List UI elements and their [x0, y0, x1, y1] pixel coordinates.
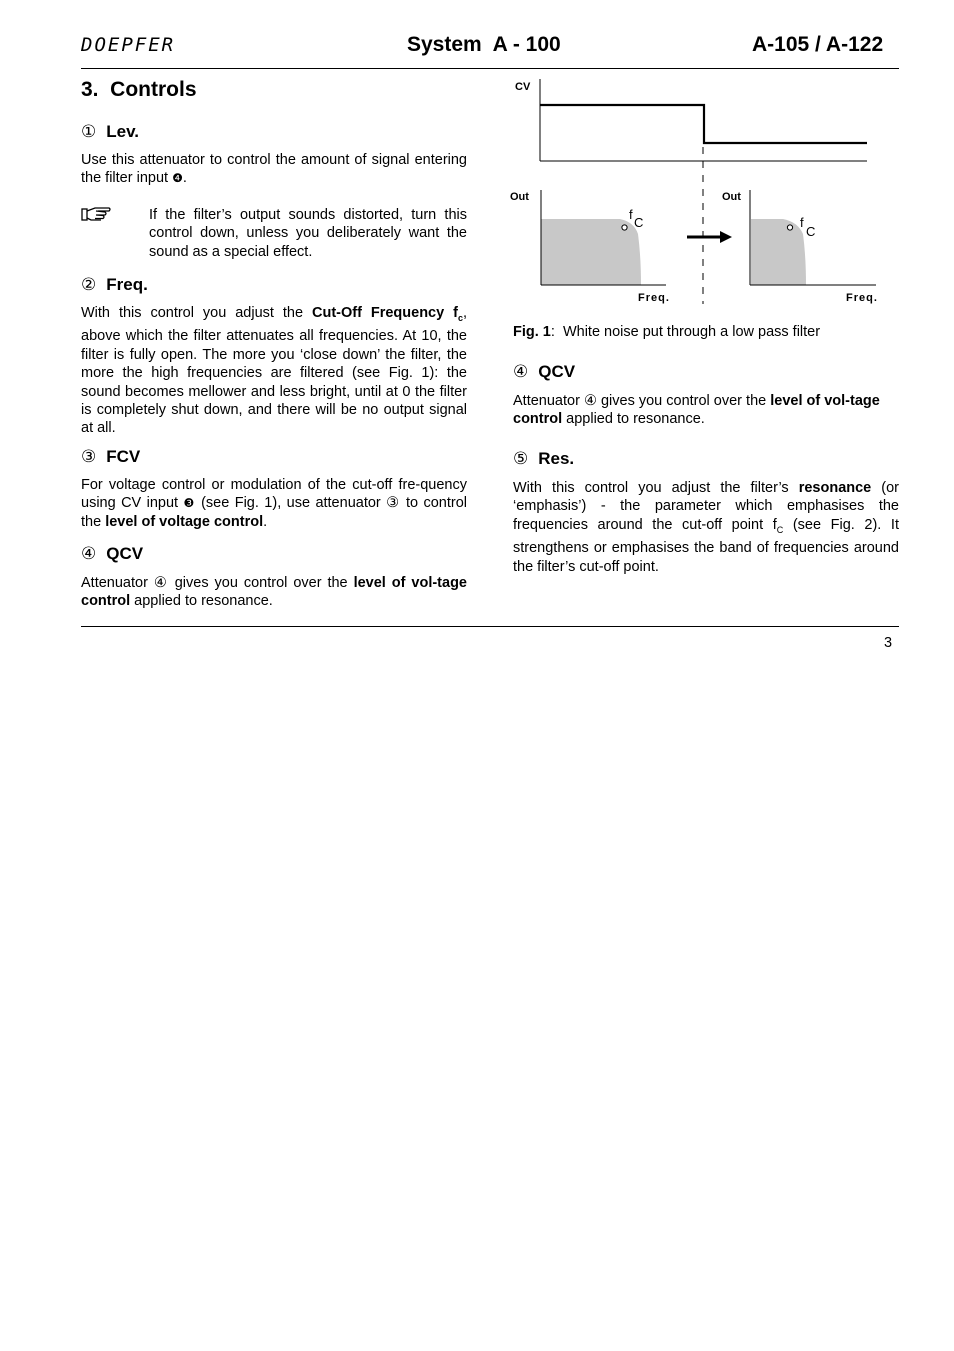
- figure-caption: [513, 324, 820, 340]
- input-ref-4: ❹: [172, 171, 183, 186]
- freq-number: ②: [81, 275, 97, 294]
- qcv-right-num-ref: ④: [583, 393, 597, 409]
- qcv-left-text-2: gives you control over the: [168, 575, 354, 591]
- doepfer-logo: DOEPFER: [81, 34, 176, 56]
- qcv-right-paragraph: [513, 392, 899, 429]
- qcv-left-paragraph: [81, 574, 467, 611]
- fcv-text: For voltage control or modulation of the cut-off fre-quency using CV input: [81, 477, 467, 512]
- lev-text: Use this attenuator to control the amount of signal entering the filter input: [81, 152, 467, 187]
- header-module-title: A-105 / A-122: [752, 33, 884, 56]
- res-number: ⑤: [513, 449, 529, 468]
- fc-label-1: f: [629, 207, 633, 222]
- cv-label: CV: [515, 81, 531, 93]
- fcv-num-ref: ③: [386, 495, 401, 512]
- qcv-left-num-ref: ④: [153, 575, 169, 591]
- lev-title: Lev.: [106, 122, 140, 141]
- figure-caption-label: Fig. 1: [513, 324, 551, 340]
- fcv-heading: [81, 447, 140, 467]
- qcv-right-title: QCV: [538, 362, 576, 381]
- qcv-right-text-2: gives you control over the: [596, 393, 771, 409]
- lev-text-end: .: [182, 170, 187, 187]
- fcv-bold: level of voltage control: [105, 513, 264, 530]
- freq-heading: [81, 275, 148, 295]
- qcv-right-text: Attenuator: [513, 393, 584, 409]
- figure-1-diagram: [500, 72, 900, 312]
- res-paragraph: [513, 479, 899, 576]
- fcv-paragraph: [81, 476, 467, 531]
- fc-label-2: f: [800, 215, 804, 230]
- fcv-text-4: .: [263, 513, 268, 530]
- fc-sub-1: C: [634, 215, 644, 230]
- footer-rule: [81, 626, 899, 627]
- res-text: With this control you adjust the filter’s: [513, 480, 799, 496]
- fcv-text-2: (see Fig. 1), use attenuator: [195, 495, 387, 512]
- pointing-hand-icon: [81, 205, 113, 230]
- page-number: 3: [884, 635, 893, 651]
- freq-sub: c: [457, 312, 463, 323]
- header-rule: [81, 68, 899, 69]
- freq-text-2: , above which the filter attenuates all frequencies. At 10, the filter is fully open. The more you ‘close down’ the filter, the more the high frequencies are filtered (see Fig. 1): the sound becomes mellower and less bright, until at 0 the filter is completely shut down, and there will be no output signal at all.: [81, 305, 467, 437]
- input-ref-3: ❸: [183, 496, 196, 511]
- lev-number: ①: [81, 122, 97, 141]
- out-label-1: Out: [510, 191, 529, 203]
- qcv-left-bold: level of vol-tage control: [81, 575, 467, 610]
- qcv-left-title: QCV: [106, 544, 144, 563]
- freq-title: Freq.: [106, 275, 148, 294]
- out-label-2: Out: [722, 191, 741, 203]
- cv-step-signal: [540, 105, 867, 143]
- fcv-text-3: to control the: [81, 495, 468, 530]
- figure-caption-text: : White noise put through a low pass filter: [550, 324, 821, 340]
- lev-heading: [81, 122, 139, 142]
- res-sub: C: [776, 524, 784, 535]
- res-heading: [513, 449, 574, 469]
- header-system-title: System A - 100: [407, 33, 561, 56]
- res-bold: resonance: [798, 480, 872, 496]
- lev-paragraph: [81, 151, 467, 188]
- freq-paragraph: [81, 304, 467, 438]
- freq-label-2: Freq.: [846, 292, 878, 304]
- fcv-number: ③: [81, 447, 97, 466]
- cutoff-point-2: [787, 225, 792, 230]
- qcv-left-number: ④: [81, 544, 97, 563]
- cutoff-point-1: [622, 225, 627, 230]
- qcv-left-heading: [81, 544, 143, 564]
- qcv-right-text-3: applied to resonance.: [562, 411, 705, 428]
- note-paragraph: If the filter’s output sounds distorted, turn this control down, unless you deliberately want the sound as a special effect.: [149, 207, 467, 260]
- freq-bold: Cut-Off Frequency f: [311, 305, 458, 321]
- freq-text: With this control you adjust the: [81, 305, 312, 321]
- qcv-right-bold: level of vol-tage control: [513, 393, 880, 428]
- qcv-left-text-3: applied to resonance.: [130, 593, 273, 610]
- res-text-3: (see Fig. 2). It strengthens or emphasises the band of frequencies around the filter’s cut-off point.: [513, 516, 899, 575]
- res-text-2: (or ‘emphasis’) - the parameter which emphasises the frequencies around the cut-off point f: [513, 480, 900, 533]
- filter-response-closed: [751, 219, 806, 285]
- qcv-right-number: ④: [513, 362, 529, 381]
- section-title: 3. Controls: [81, 78, 197, 101]
- qcv-left-text: Attenuator: [81, 575, 154, 591]
- res-title: Res.: [538, 449, 575, 468]
- qcv-right-heading: [513, 362, 575, 382]
- arrow-head-icon: [720, 231, 732, 243]
- fcv-title: FCV: [106, 447, 141, 466]
- freq-label-1: Freq.: [638, 292, 670, 304]
- fc-sub-2: C: [806, 224, 816, 239]
